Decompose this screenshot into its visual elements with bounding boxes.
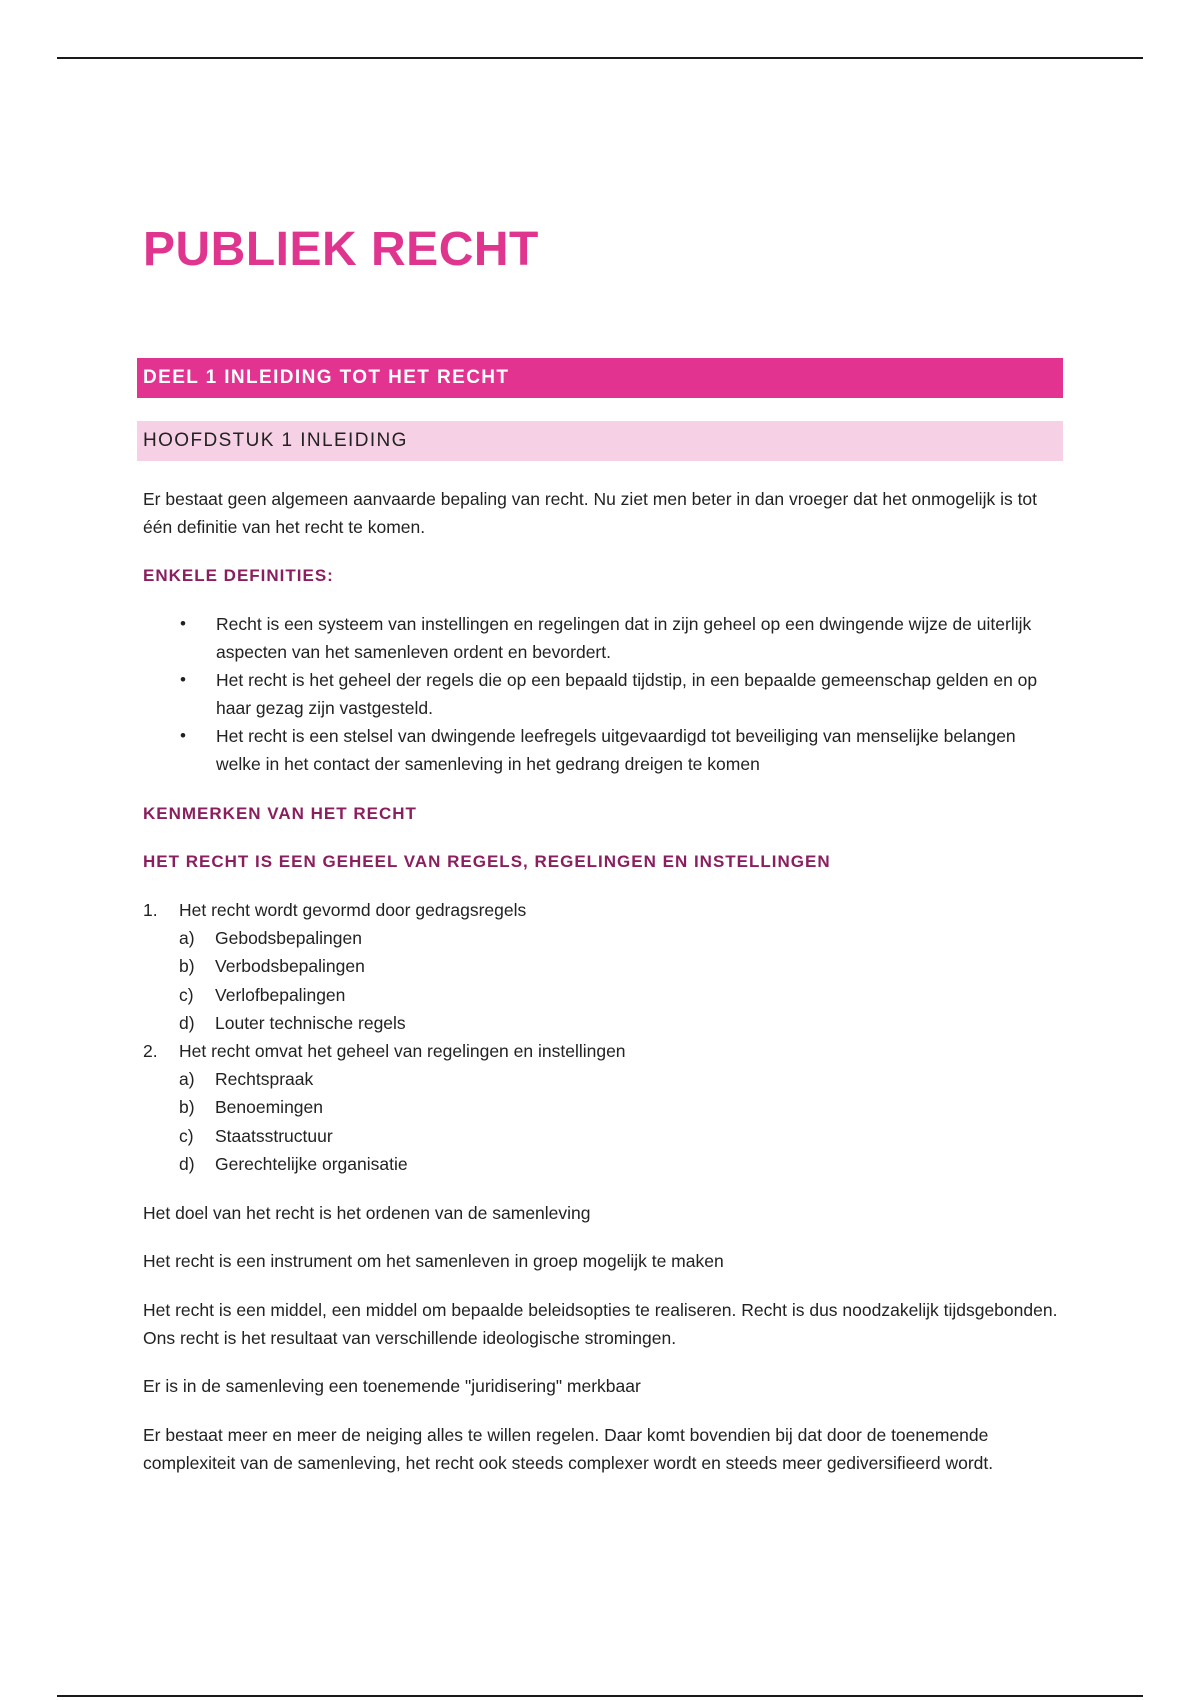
paragraph: Er is in de samenleving een toenemende "juridisering" merkbaar <box>143 1376 641 1396</box>
list-item: a) Gebodsbepalingen <box>179 928 362 949</box>
list-item: 1. Het recht wordt gevormd door gedragsregels a) Gebodsbepalingen b) Verbodsbepalingen c) Verlofbepalingen d) Louter technische regels <box>143 896 1043 1037</box>
footer-rule <box>57 1695 1143 1697</box>
bullet-icon: • <box>180 726 186 745</box>
intro-paragraph: Er bestaat geen algemeen aanvaarde bepaling van recht. Nu ziet men beter in dan vroeger dat het onmogelijk is tot één definitie van het recht te komen. <box>143 489 1038 537</box>
header-rule <box>57 57 1143 59</box>
definitions-heading: ENKELE DEFINITIES: <box>143 566 334 585</box>
definitions-list <box>143 610 1063 778</box>
paragraph: Het doel van het recht is het ordenen van de samenleving <box>143 1203 591 1223</box>
bullet-icon: • <box>180 670 186 689</box>
list-item: • Recht is een systeem van instellingen en regelingen dat in zijn geheel op een dwingende wijze de uiterlijk aspecten van het samenleven ordent en bevordert. <box>143 610 1063 666</box>
list-item: • Het recht is het geheel der regels die op een bepaald tijdstip, in een bepaalde gemeenschap gelden en op haar gezag zijn vastgesteld. <box>143 666 1063 722</box>
paragraph: Het recht is een middel, een middel om bepaalde beleidsopties te realiseren. Recht is dus noodzakelijk tijdsgebonden. Ons recht is het resultaat van verschillende ideologische stromingen. <box>143 1300 1058 1348</box>
part-heading: DEEL 1 INLEIDING TOT HET RECHT <box>137 358 1063 398</box>
geheel-heading: HET RECHT IS EEN GEHEEL VAN REGELS, REGELINGEN EN INSTELLINGEN <box>143 852 831 871</box>
list-item: b) Benoemingen <box>179 1097 323 1118</box>
sub-list <box>143 1065 1043 1178</box>
sub-list <box>143 924 1043 1037</box>
list-item: d) Louter technische regels <box>179 1012 406 1033</box>
paragraph: Het recht is een instrument om het samenleven in groep mogelijk te maken <box>143 1251 724 1271</box>
list-item: • Het recht is een stelsel van dwingende leefregels uitgevaardigd tot beveiliging van menselijke belangen welke in het contact der samenleving in het gedrang dreigen te komen <box>143 722 1063 778</box>
list-item: c) Staatsstructuur <box>179 1125 333 1146</box>
kenmerken-heading: KENMERKEN VAN HET RECHT <box>143 804 417 823</box>
list-item: a) Rechtspraak <box>179 1069 314 1090</box>
chapter-heading: HOOFDSTUK 1 INLEIDING <box>137 421 1063 461</box>
document-title: PUBLIEK RECHT <box>143 223 539 276</box>
list-item: b) Verbodsbepalingen <box>179 956 365 977</box>
numbered-list <box>143 896 1043 1178</box>
list-item: c) Verlofbepalingen <box>179 984 346 1005</box>
list-item: 2. Het recht omvat het geheel van regelingen en instellingen a) Rechtspraak b) Benoemingen c) Staatsstructuur d) Gerechtelijke organisatie <box>143 1037 1043 1178</box>
bullet-icon: • <box>180 614 186 633</box>
paragraph: Er bestaat meer en meer de neiging alles te willen regelen. Daar komt bovendien bij dat door de toenemende complexiteit van de samenleving, het recht ook steeds complexer wordt en steeds meer gediversifieerd wordt. <box>143 1425 994 1473</box>
list-item: d) Gerechtelijke organisatie <box>179 1153 408 1174</box>
